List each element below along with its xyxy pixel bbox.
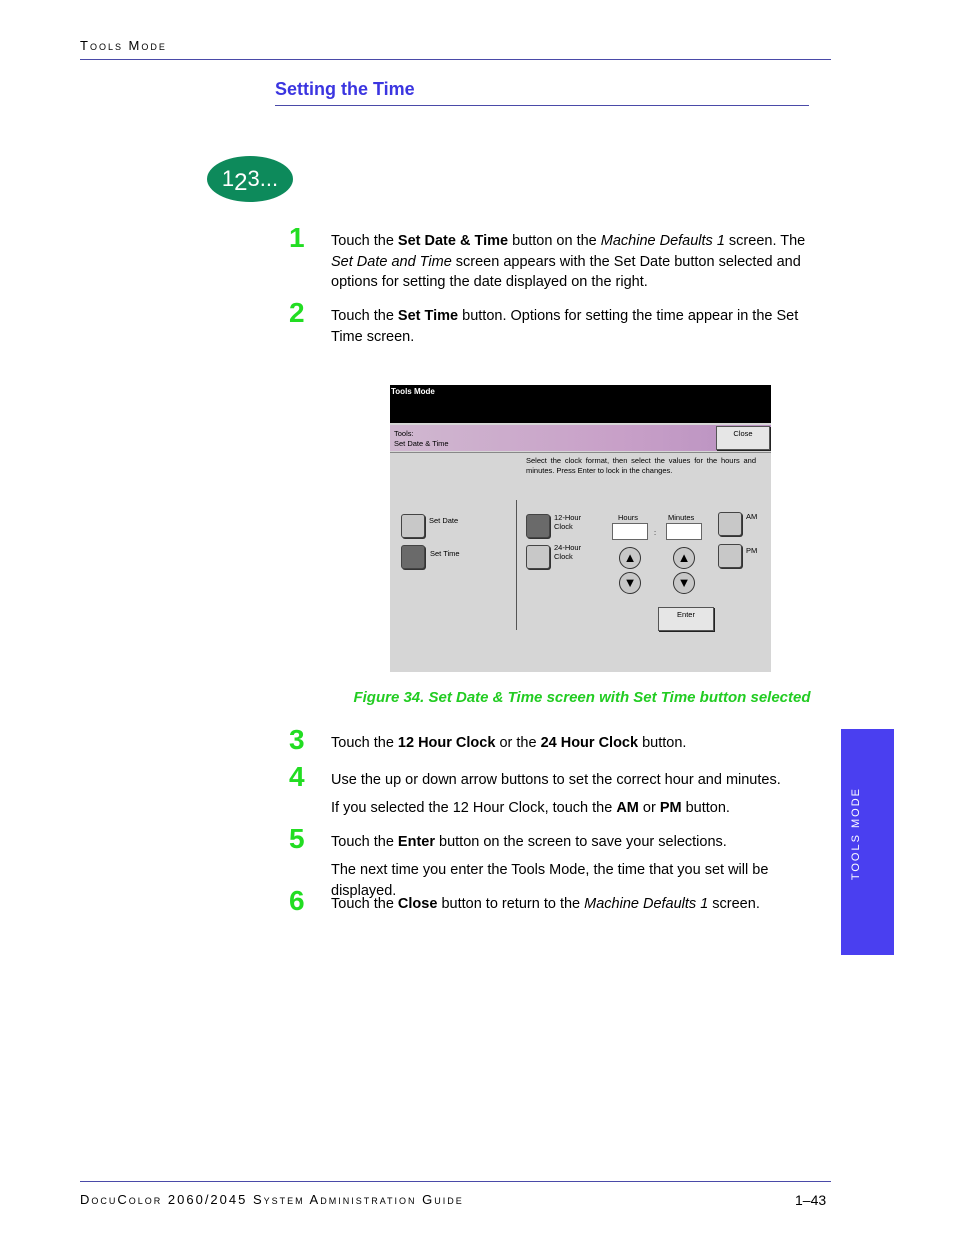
24-hour-clock-label: 24-Hour Clock — [554, 543, 582, 561]
minutes-down-arrow-icon[interactable]: ▼ — [673, 572, 695, 594]
vertical-divider — [516, 500, 517, 630]
divider — [390, 452, 771, 453]
hours-label: Hours — [618, 513, 639, 522]
minutes-field[interactable] — [666, 523, 702, 540]
hours-up-arrow-icon[interactable]: ▲ — [619, 547, 641, 569]
set-time-button[interactable] — [401, 545, 425, 569]
am-button[interactable] — [718, 512, 742, 536]
24-hour-clock-button[interactable] — [526, 545, 550, 569]
screen-title-bar: Tools Mode — [390, 385, 771, 423]
step-number: 2 — [289, 297, 305, 328]
step-note: The next time you enter the Tools Mode, the time that you set will be displayed. — [331, 862, 769, 899]
footer-rule — [80, 1181, 831, 1182]
am-label: AM — [746, 512, 758, 521]
pm-button[interactable] — [718, 544, 742, 568]
step-number: 4 — [289, 761, 305, 792]
minutes-label: Minutes — [668, 513, 695, 522]
step-note: If you selected the 12 Hour Clock, touch the AM or PM button. — [331, 800, 730, 816]
hours-field[interactable] — [612, 523, 648, 540]
chapter-side-tab: TOOLS MODE — [841, 729, 894, 955]
step-text: Touch the Set Date & Time button on the Machine Defaults 1 screen. The Set Date and Time screen appears with the Set Date button selected and options for setting the date displayed on the right. — [331, 233, 806, 290]
page-number: 1–43 — [795, 1192, 827, 1208]
step-text: Touch the 12 Hour Clock or the 24 Hour Clock button. — [331, 735, 687, 751]
set-date-time-screen — [390, 385, 771, 672]
close-button[interactable]: Close — [716, 426, 770, 450]
step-text: Touch the Set Time button. Options for setting the time appear in the Set Time screen. — [331, 308, 799, 345]
step-text: Use the up or down arrow buttons to set the correct hour and minutes. — [331, 772, 781, 788]
running-header: Tools Mode — [80, 38, 167, 53]
set-date-button[interactable] — [401, 514, 425, 538]
figure-caption: Figure 34. Set Date & Time screen with Set Time button selected — [353, 689, 811, 706]
step-text: Touch the Close button to return to the Machine Defaults 1 screen. — [331, 896, 760, 912]
procedure-badge-icon: 123... — [207, 156, 293, 202]
footer-title: DocuColor 2060/2045 System Administration Guide — [80, 1192, 464, 1207]
step-text: Touch the Enter button on the screen to save your selections. — [331, 834, 727, 850]
hours-down-arrow-icon[interactable]: ▼ — [619, 572, 641, 594]
header-rule — [80, 59, 831, 60]
set-time-label: Set Time — [430, 549, 460, 558]
12-hour-clock-label: 12-Hour Clock — [554, 513, 582, 531]
minutes-up-arrow-icon[interactable]: ▲ — [673, 547, 695, 569]
screen-instructions: Select the clock format, then select the values for the hours and minutes. Press Enter to lock in the changes. — [526, 456, 756, 475]
step-number: 5 — [289, 823, 305, 854]
12-hour-clock-button[interactable] — [526, 514, 550, 538]
time-separator: : — [654, 528, 657, 537]
set-date-label: Set Date — [429, 516, 459, 525]
enter-button[interactable]: Enter — [658, 607, 714, 631]
step-number: 3 — [289, 724, 305, 755]
pm-label: PM — [746, 546, 758, 555]
step-number: 1 — [289, 222, 305, 253]
section-title: Setting the Time — [275, 79, 415, 99]
section-rule — [275, 105, 809, 106]
screen-breadcrumb-band: Tools: Set Date & Time — [390, 425, 771, 451]
step-number: 6 — [289, 885, 305, 916]
